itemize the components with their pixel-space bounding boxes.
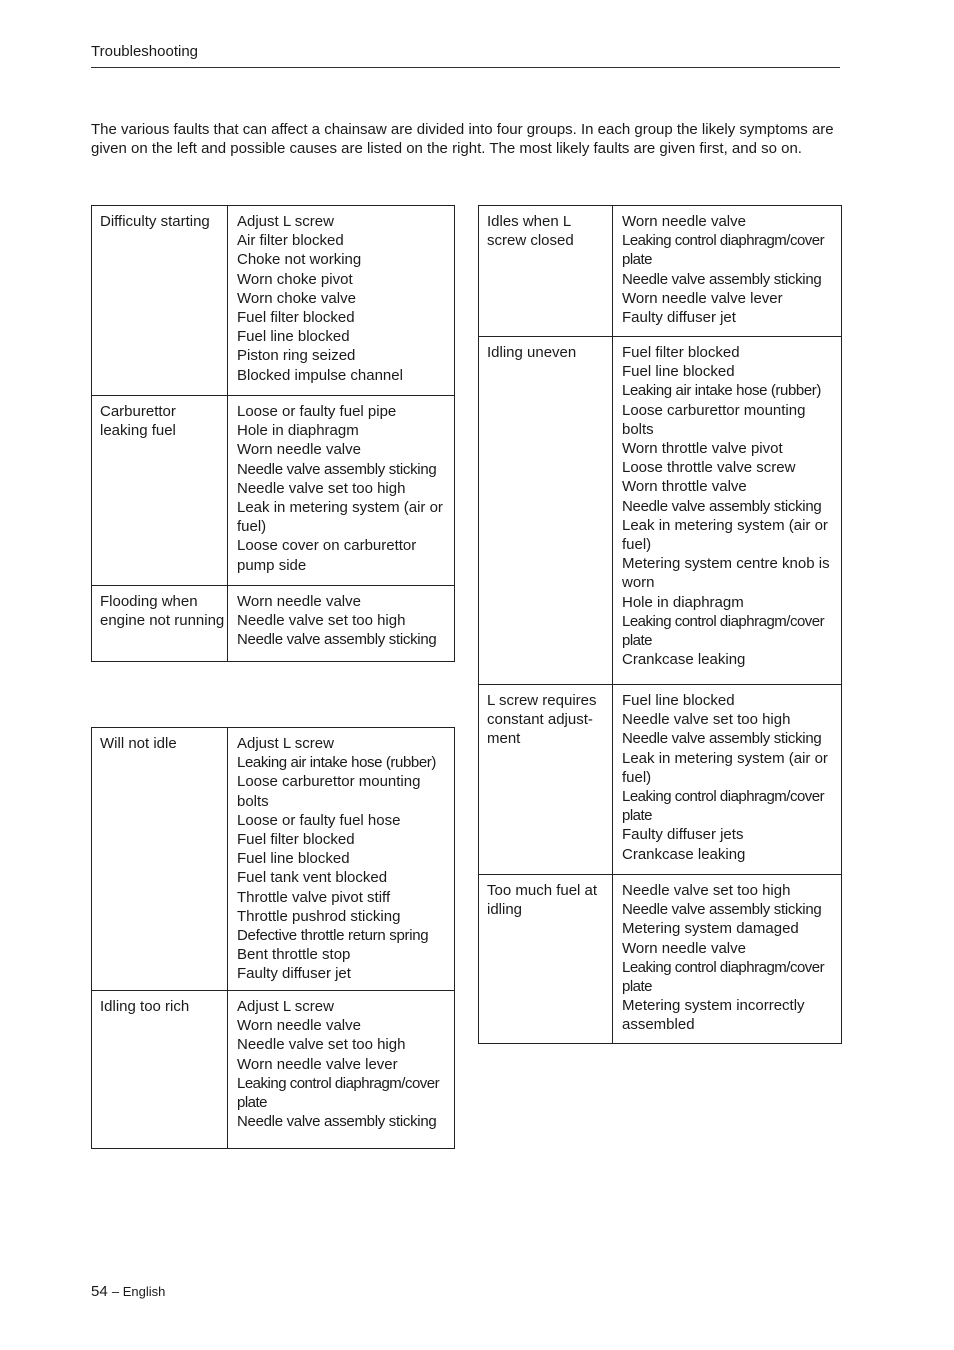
causes-cell xyxy=(228,206,455,396)
cause-item: Piston ring seized xyxy=(237,347,356,365)
cause-item: Worn needle valve xyxy=(622,213,746,230)
cause-item: Leaking air intake hose (rubber) xyxy=(237,754,436,772)
table-row xyxy=(92,991,455,1149)
cause-item: Crankcase leaking xyxy=(622,651,746,669)
cause-item: Needle valve set too high xyxy=(237,479,406,497)
cause-item: Crankcase leaking xyxy=(622,845,746,863)
causes-cell xyxy=(228,396,455,586)
cause-item: Needle valve assembly sticking xyxy=(237,631,437,649)
page-footer xyxy=(91,1283,165,1300)
symptom-cell xyxy=(92,991,228,1149)
cause-item: Needle valve set too high xyxy=(622,882,791,899)
cause-item: Hole in diaphragm xyxy=(622,593,744,611)
causes-cell xyxy=(613,875,842,1044)
cause-item: Loose carburettor mounting bolts xyxy=(237,773,421,810)
cause-item: Fuel line blocked xyxy=(237,850,350,868)
table-row xyxy=(479,206,842,337)
table-row xyxy=(479,875,842,1044)
cause-item: Metering system damaged xyxy=(622,920,799,938)
cause-item: Worn needle valve xyxy=(237,1017,361,1035)
symptom-text: Idling uneven xyxy=(487,344,577,361)
causes-cell xyxy=(228,991,455,1149)
cause-item: Needle valve assembly sticking xyxy=(237,1113,437,1131)
cause-item: Choke not working xyxy=(237,251,362,269)
table-row xyxy=(92,206,455,396)
cause-item: Worn needle valve xyxy=(237,441,361,459)
cause-item: Worn needle valve xyxy=(622,939,746,957)
symptom-cell xyxy=(479,875,613,1044)
header-rule xyxy=(91,67,840,68)
symptom-cell xyxy=(92,396,228,586)
cause-item: Faulty diffuser jet xyxy=(622,309,736,327)
fault-table-starting xyxy=(91,205,455,662)
cause-item: Metering system incorrectly assembled xyxy=(622,997,805,1034)
cause-item: Worn choke pivot xyxy=(237,270,353,288)
symptom-cell xyxy=(92,728,228,991)
cause-item: Worn throttle valve pivot xyxy=(622,440,783,458)
causes-cell xyxy=(228,728,455,991)
cause-item: Defective throttle return spring xyxy=(237,927,429,945)
fault-table-idling-left xyxy=(91,727,455,1149)
cause-item: Worn needle valve xyxy=(237,593,361,610)
intro-paragraph: The various faults that can affect a chainsaw are divided into four groups. In each group the likely symptoms are given on the left and possible causes are listed on the right. The most likely faults are given first, and so on. xyxy=(91,121,834,157)
cause-item: Leak in metering system (air or fuel) xyxy=(237,499,443,536)
symptom-text: Idling too rich xyxy=(100,998,190,1015)
cause-item: Leaking air intake hose (rubber) xyxy=(622,382,821,400)
cause-item: Faulty diffuser jet xyxy=(237,965,351,983)
page-header-title: Troubleshooting xyxy=(91,43,199,60)
symptom-text: Carburettor leaking fuel xyxy=(100,403,176,440)
cause-item: Hole in diaphragm xyxy=(237,422,359,440)
cause-item: Leak in metering system (air or fuel) xyxy=(622,516,828,554)
symptom-cell xyxy=(479,685,613,875)
cause-item: Adjust L screw xyxy=(237,735,334,752)
cause-item: Adjust L screw xyxy=(237,213,334,230)
fault-table-idling-right xyxy=(478,205,842,1044)
cause-item: Fuel tank vent blocked xyxy=(237,869,388,887)
cause-item: Leaking control diaphragm/cover plate xyxy=(622,612,825,650)
causes-cell xyxy=(228,586,455,662)
cause-item: Fuel line blocked xyxy=(237,328,350,346)
cause-item: Adjust L screw xyxy=(237,998,334,1015)
causes-list xyxy=(237,212,454,385)
cause-item: Blocked impulse channel xyxy=(237,366,403,384)
cause-item: Worn needle valve lever xyxy=(622,289,783,307)
cause-item: Needle valve set too high xyxy=(237,1036,406,1054)
symptom-text: Idles when L screw closed xyxy=(487,213,574,250)
symptom-text: Flooding when engine not running xyxy=(100,593,225,630)
symptom-text: Too much fuel at idling xyxy=(487,882,598,919)
causes-cell xyxy=(613,337,842,685)
causes-list xyxy=(622,691,841,864)
cause-item: Faulty diffuser jets xyxy=(622,826,744,844)
symptom-text: Will not idle xyxy=(100,735,177,752)
causes-list xyxy=(237,734,454,984)
cause-item: Loose or faulty fuel hose xyxy=(237,811,401,829)
causes-list xyxy=(622,343,841,669)
cause-item: Loose carburettor mounting bolts xyxy=(622,401,806,438)
cause-item: Worn choke valve xyxy=(237,289,356,307)
cause-item: Needle valve assembly sticking xyxy=(622,497,822,515)
symptom-text: Difficulty starting xyxy=(100,213,210,230)
cause-item: Fuel filter blocked xyxy=(237,831,355,849)
causes-list xyxy=(237,592,454,650)
causes-list xyxy=(622,881,841,1035)
symptom-cell xyxy=(479,206,613,337)
cause-item: Metering system centre knob is worn xyxy=(622,555,830,592)
cause-item: Air filter blocked xyxy=(237,232,344,250)
cause-item: Needle valve assembly sticking xyxy=(237,460,437,478)
cause-item: Fuel filter blocked xyxy=(237,309,355,327)
causes-cell xyxy=(613,206,842,337)
cause-item: Needle valve assembly sticking xyxy=(622,270,822,288)
page-number: 54 xyxy=(91,1283,108,1300)
cause-item: Needle valve set too high xyxy=(622,711,791,729)
cause-item: Leaking control diaphragm/cover plate xyxy=(622,788,825,825)
cause-item: Fuel line blocked xyxy=(622,692,735,709)
cause-item: Leaking control diaphragm/cover plate xyxy=(237,1074,440,1112)
cause-item: Worn throttle valve xyxy=(622,478,747,496)
cause-item: Loose cover on carburettor pump side xyxy=(237,537,417,574)
symptom-cell xyxy=(479,337,613,685)
footer-language: – English xyxy=(111,1284,166,1299)
table-row xyxy=(92,728,455,991)
symptom-cell xyxy=(92,586,228,662)
symptom-cell xyxy=(92,206,228,396)
cause-item: Leaking control diaphragm/cover plate xyxy=(622,958,825,996)
causes-list xyxy=(237,997,454,1131)
table-row xyxy=(479,685,842,875)
causes-list xyxy=(237,402,454,575)
causes-cell xyxy=(613,685,842,875)
cause-item: Needle valve assembly sticking xyxy=(622,730,822,748)
cause-item: Worn needle valve lever xyxy=(237,1055,398,1073)
table-row xyxy=(92,586,455,662)
cause-item: Leaking control diaphragm/cover plate xyxy=(622,232,825,269)
cause-item: Needle valve set too high xyxy=(237,612,406,630)
cause-item: Throttle valve pivot stiff xyxy=(237,888,391,906)
table-row xyxy=(479,337,842,685)
cause-item: Needle valve assembly sticking xyxy=(622,901,822,919)
cause-item: Fuel line blocked xyxy=(622,363,735,381)
cause-item: Bent throttle stop xyxy=(237,946,351,964)
symptom-text: L screw requires constant adjust-ment xyxy=(487,692,597,748)
cause-item: Loose throttle valve screw xyxy=(622,459,796,477)
cause-item: Fuel filter blocked xyxy=(622,344,740,361)
cause-item: Loose or faulty fuel pipe xyxy=(237,403,397,420)
causes-list xyxy=(622,212,841,327)
cause-item: Throttle pushrod sticking xyxy=(237,907,401,925)
cause-item: Leak in metering system (air or fuel) xyxy=(622,749,828,786)
table-row xyxy=(92,396,455,586)
